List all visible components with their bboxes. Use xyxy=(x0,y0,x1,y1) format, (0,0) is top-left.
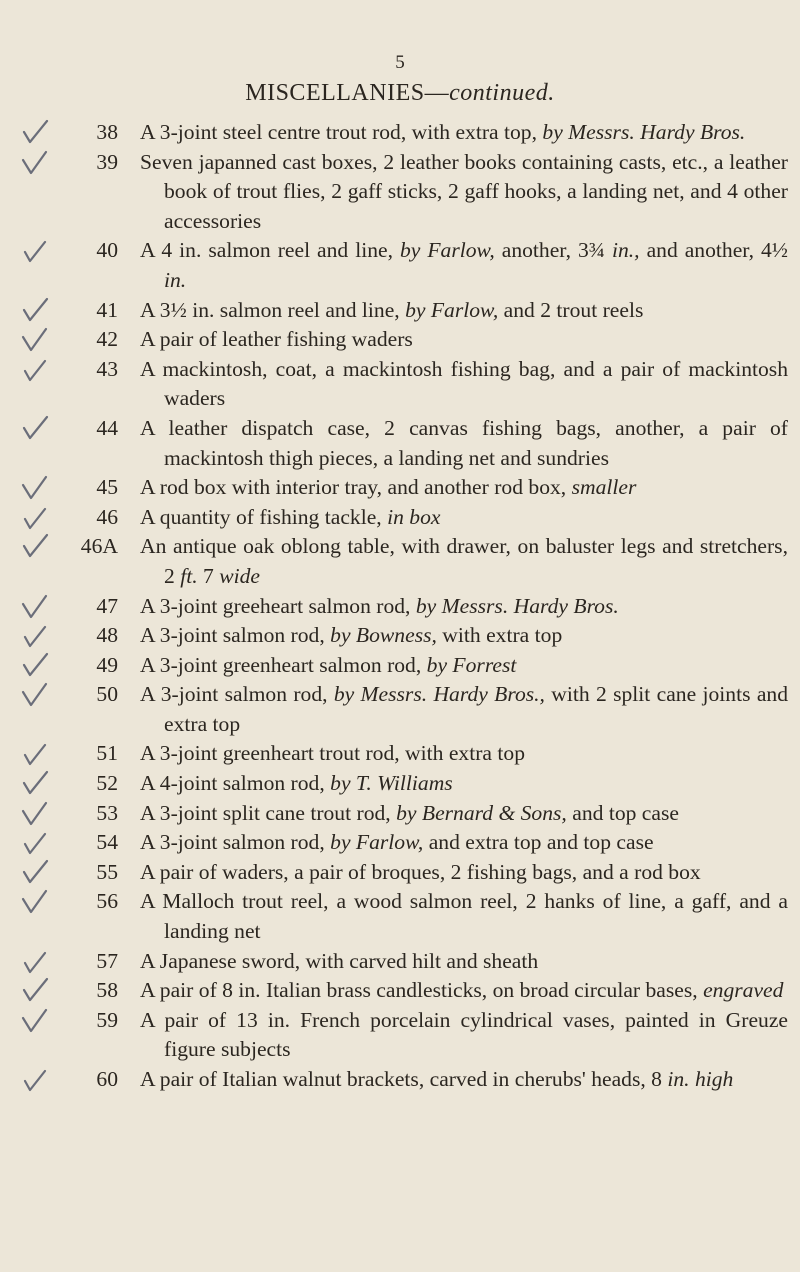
lot-entry xyxy=(60,947,788,977)
handwritten-tick-mark xyxy=(20,325,50,353)
lot-description: A 3-joint split cane trout rod, by Bernard & Sons, and top case xyxy=(140,800,679,825)
lot-description: A 3-joint steel centre trout rod, with extra top, by Messrs. Hardy Bros. xyxy=(140,120,746,144)
lot-description: A pair of 13 in. French porcelain cylindrical vases, painted in Greuze figure subjects xyxy=(140,1007,788,1062)
lot-number: 50 xyxy=(96,682,118,707)
lot-description: A 3½ in. salmon reel and line, by Farlow, and 2 trout reels xyxy=(140,297,644,322)
lot-description: A 3-joint salmon rod, by Bowness, with extra top xyxy=(140,623,563,648)
handwritten-tick-mark xyxy=(20,799,50,827)
lot-entry xyxy=(60,621,788,651)
lot-description: Seven japanned cast boxes, 2 leather books containing casts, etc., a leather book of trout flies, 2 gaff sticks, 2 gaff hooks, a landing net, and 4 other accessories xyxy=(140,149,788,233)
lot-entry xyxy=(60,680,788,739)
lot-entry xyxy=(60,799,788,829)
lot-number: 52 xyxy=(96,771,118,796)
lot-description: A rod box with interior tray, and another rod box, smaller xyxy=(140,475,637,500)
lot-number: 53 xyxy=(96,800,118,825)
handwritten-tick-mark xyxy=(20,976,50,1004)
lot-entry xyxy=(60,769,788,799)
lot-number: 42 xyxy=(96,327,118,352)
handwritten-tick-mark xyxy=(20,532,50,560)
lot-number: 48 xyxy=(96,623,118,648)
lot-entry xyxy=(60,828,788,858)
lot-description: A 3-joint salmon rod, by Messrs. Hardy Bros., with 2 split cane joints and extra top xyxy=(140,682,789,736)
lot-entry xyxy=(60,325,788,355)
lot-entry xyxy=(60,148,788,237)
lot-description: A 3-joint greeheart salmon rod, by Messrs. Hardy Bros. xyxy=(140,593,619,618)
handwritten-tick-mark xyxy=(20,680,50,708)
lot-description: A leather dispatch case, 2 canvas fishing bags, another, a pair of mackintosh thigh pieces, a landing net and sundries xyxy=(140,415,788,470)
lot-number: 45 xyxy=(96,475,118,500)
lot-entry xyxy=(60,739,788,769)
lot-number: 58 xyxy=(96,978,118,1003)
handwritten-tick-mark xyxy=(20,414,50,442)
lot-number: 57 xyxy=(96,948,118,973)
handwritten-tick-mark xyxy=(20,1006,50,1034)
lot-number: 59 xyxy=(96,1007,118,1032)
lot-entry xyxy=(60,1065,788,1095)
lot-description: A Japanese sword, with carved hilt and sheath xyxy=(140,948,539,973)
lot-description: A pair of leather fishing waders xyxy=(140,327,413,352)
lot-entry xyxy=(60,236,788,295)
lot-number: 43 xyxy=(96,356,118,381)
handwritten-tick-mark xyxy=(20,296,50,324)
lot-number: 49 xyxy=(96,652,118,677)
lot-entry xyxy=(60,887,788,946)
lot-description: A pair of waders, a pair of broques, 2 fishing bags, and a rod box xyxy=(140,859,701,884)
lot-number: 55 xyxy=(96,859,118,884)
lot-number: 44 xyxy=(96,415,118,440)
handwritten-tick-mark xyxy=(20,355,50,383)
lot-number: 46A xyxy=(80,534,118,559)
lot-entry xyxy=(60,355,788,414)
lot-entry xyxy=(60,858,788,888)
handwritten-tick-mark xyxy=(20,858,50,886)
handwritten-tick-mark xyxy=(20,739,50,767)
lot-number: 51 xyxy=(96,741,118,766)
lot-entry xyxy=(60,414,788,473)
lot-description: A mackintosh, coat, a mackintosh fishing bag, and a pair of mackintosh waders xyxy=(140,356,788,411)
lot-description: A Malloch trout reel, a wood salmon reel, 2 hanks of line, a gaff, and a landing net xyxy=(140,889,788,944)
lot-entry xyxy=(60,503,788,533)
lot-entry xyxy=(60,592,788,622)
handwritten-tick-mark xyxy=(20,621,50,649)
lot-list xyxy=(60,118,788,1095)
handwritten-tick-mark xyxy=(20,503,50,531)
lot-description: A 3-joint greenheart salmon rod, by Forrest xyxy=(140,652,517,677)
lot-number: 39 xyxy=(96,149,118,174)
handwritten-tick-mark xyxy=(20,887,50,915)
section-heading xyxy=(0,80,800,107)
handwritten-tick-mark xyxy=(20,947,50,975)
lot-entry xyxy=(60,296,788,326)
lot-description: A pair of 8 in. Italian brass candlesticks, on broad circular bases, engraved xyxy=(140,978,784,1003)
lot-entry xyxy=(60,651,788,681)
lot-description: An antique oak oblong table, with drawer, on baluster legs and stretchers, 2 ft. 7 wide xyxy=(140,534,788,588)
lot-description: A 4 in. salmon reel and line, by Farlow, another, 3¾ in., and another, 4½ in. xyxy=(140,238,788,292)
handwritten-tick-mark xyxy=(20,769,50,797)
lot-number: 40 xyxy=(96,238,118,263)
lot-number: 41 xyxy=(96,297,118,322)
lot-entry xyxy=(60,1006,788,1065)
lot-description: A 4-joint salmon rod, by T. Williams xyxy=(140,771,453,796)
lot-number: 46 xyxy=(96,504,118,529)
lot-number: 54 xyxy=(96,830,118,855)
heading-continued: continued. xyxy=(449,80,555,106)
heading-main: MISCELLANIES— xyxy=(245,80,450,106)
lot-entry xyxy=(60,473,788,503)
lot-number: 60 xyxy=(96,1067,118,1091)
handwritten-tick-mark xyxy=(20,592,50,620)
handwritten-tick-mark xyxy=(20,473,50,501)
handwritten-tick-mark xyxy=(20,828,50,856)
handwritten-tick-mark xyxy=(20,1065,50,1093)
lot-number: 38 xyxy=(96,120,118,144)
lot-number: 47 xyxy=(96,593,118,618)
lot-entry xyxy=(60,532,788,591)
lot-number: 56 xyxy=(96,889,118,914)
handwritten-tick-mark xyxy=(20,118,50,146)
lot-description: A pair of Italian walnut brackets, carved in cherubs' heads, 8 in. high xyxy=(140,1067,734,1091)
handwritten-tick-mark xyxy=(20,651,50,679)
lot-description: A 3-joint salmon rod, by Farlow, and extra top and top case xyxy=(140,830,654,855)
handwritten-tick-mark xyxy=(20,236,50,264)
lot-description: A 3-joint greenheart trout rod, with extra top xyxy=(140,741,525,766)
lot-entry xyxy=(60,118,788,148)
handwritten-tick-mark xyxy=(20,148,50,176)
page-number: 5 xyxy=(395,52,405,73)
lot-entry xyxy=(60,976,788,1006)
lot-description: A quantity of fishing tackle, in box xyxy=(140,504,441,529)
